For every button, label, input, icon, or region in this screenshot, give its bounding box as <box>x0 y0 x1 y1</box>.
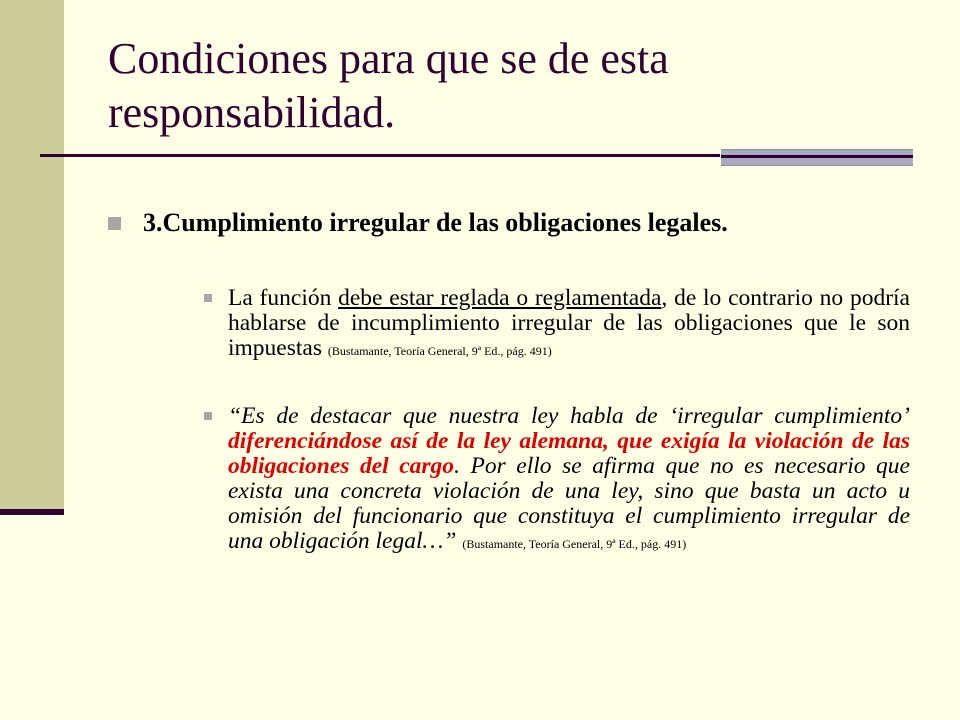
title-rule <box>40 154 720 157</box>
small-square-bullet-icon <box>204 412 212 420</box>
slide-title: Condiciones para que se de esta responsabilidad. <box>108 34 669 137</box>
bullet-text-1 <box>228 286 910 364</box>
heading-bullet <box>108 208 928 238</box>
bullet-1-underlined-phrase: debe estar reglada o reglamentada <box>338 285 662 311</box>
bullet-2-highlighted-phrase: diferenciándose así de la ley alemana, que exigía la violación de las obligaciones del cargo <box>228 428 910 479</box>
left-bar-rule <box>0 509 64 515</box>
square-bullet-icon <box>108 217 121 230</box>
left-decorative-bar <box>0 0 64 512</box>
bullet-text-2 <box>228 404 910 557</box>
bullet-1-text-start: La función <box>228 285 339 311</box>
bullet-2-text-start: “Es de destacar que nuestra ley habla de ‘irregular cumplimiento’ <box>228 403 910 429</box>
bullet-item-1 <box>204 286 910 364</box>
section-heading: 3.Cumplimiento irregular de las obligaciones legales. <box>143 208 728 237</box>
bullet-1-citation: (Bustamante, Teoría General, 9ª Ed., pág. 491) <box>327 344 552 358</box>
bullet-1-text-end: , de lo contrario no podría hablarse de incumplimiento irregular de las obligaciones que le son impuestas <box>228 285 910 361</box>
bullet-2-text-end: . Por ello se afirma que no es necesario que exista una concreta violación de una ley, sino que basta un acto u omisión del funcionario que constituya el cumplimiento irregular de una obligación legal…” <box>228 453 910 554</box>
bullet-item-2 <box>204 404 910 557</box>
small-square-bullet-icon <box>204 294 212 302</box>
bullet-2-citation: (Bustamante, Teoría General, 9ª Ed., pág. 491) <box>462 537 687 551</box>
title-rule-accent <box>721 149 913 166</box>
